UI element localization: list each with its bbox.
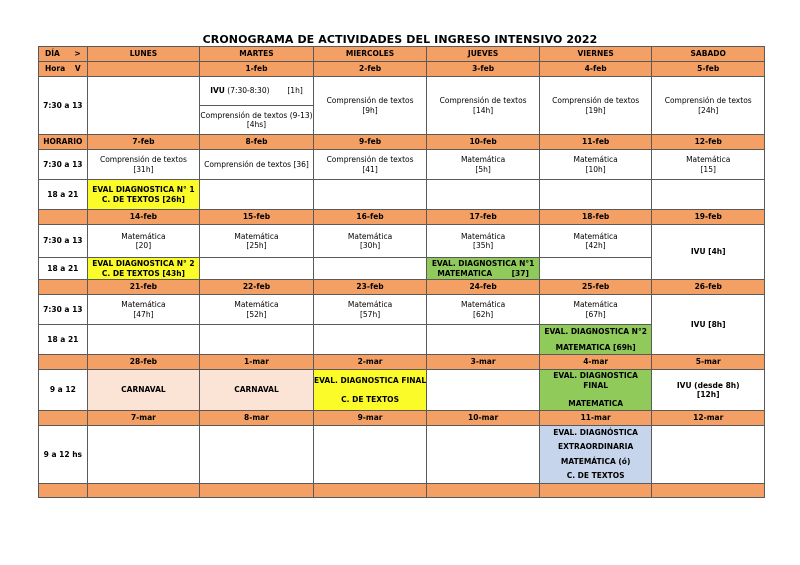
ivu-cell [200, 77, 314, 106]
activity-text: Matemática [573, 155, 618, 165]
week2-row-a [39, 150, 765, 180]
date-cell: 9-feb [313, 135, 427, 150]
eval-subtitle: C. DE TEXTOS [26h] [101, 195, 185, 204]
activity-cell [200, 106, 314, 135]
hora-arrow: V [74, 64, 81, 74]
ivu-hours: [12h] [696, 390, 720, 399]
week3-dates-row [39, 210, 765, 225]
date-cell: 16-feb [313, 210, 427, 225]
date-cell: 4-mar [539, 355, 652, 370]
week3-row-a [39, 225, 765, 258]
date-cell: 12-feb [652, 135, 765, 150]
date-cell: 4-feb [539, 62, 652, 77]
time-cell: 7:30 a 13 [39, 225, 88, 258]
activity-hours: [30h] [359, 241, 381, 250]
activity-text: Comprensión de textos [439, 96, 527, 106]
activity-cell [427, 150, 540, 180]
activity-text: Comprensión de textos [664, 96, 752, 106]
carnaval-cell: CARNAVAL [87, 370, 200, 411]
eval-line: C. DE TEXTOS [566, 470, 625, 480]
ivu-label: IVU [210, 86, 225, 96]
empty-date-cell [39, 484, 88, 498]
eval-cell [87, 180, 200, 210]
activity-cell [652, 150, 765, 180]
activity-text: Matemática [121, 300, 166, 310]
eval-line: MATEMÁTICA (ó) [560, 456, 631, 466]
empty-date-cell [652, 484, 765, 498]
eval-subtitle: MATEMATICA [568, 399, 624, 409]
day-header-jueves: JUEVES [427, 47, 540, 62]
activity-cell [313, 77, 427, 135]
eval-hours: [37] [511, 268, 529, 278]
date-cell: 28-feb [87, 355, 200, 370]
empty-date-cell [39, 355, 88, 370]
activity-text: Matemática [460, 155, 506, 165]
time-cell: 18 a 21 [39, 325, 88, 355]
empty-cell [652, 426, 765, 484]
date-cell: 15-feb [200, 210, 314, 225]
week2-row-b [39, 180, 765, 210]
activity-cell [652, 77, 765, 135]
week1-row-a [39, 77, 765, 106]
date-cell: 10-feb [427, 135, 540, 150]
activity-hours: [10h] [585, 164, 606, 174]
day-header-lunes: LUNES [87, 47, 200, 62]
week6-dates-row [39, 411, 765, 426]
date-cell: 10-mar [427, 411, 540, 426]
date-cell: 7-feb [87, 135, 200, 150]
empty-cell [200, 325, 314, 355]
activity-text: Matemática [460, 231, 506, 241]
activity-text: Comprensión de textos [326, 155, 414, 165]
activity-hours: [35h] [473, 241, 494, 250]
date-cell: 17-feb [427, 210, 540, 225]
day-header-sabado: SABADO [652, 47, 765, 62]
activity-cell [87, 295, 200, 325]
date-cell: 11-mar [539, 411, 652, 426]
eval-subtitle: C. DE TEXTOS [43h] [101, 268, 185, 278]
date-cell: 18-feb [539, 210, 652, 225]
ivu-text: IVU (desde 8h) [676, 380, 740, 390]
activity-hours: [47h] [133, 309, 154, 319]
dia-header [39, 47, 88, 62]
empty-cell [87, 77, 200, 135]
date-cell: 2-feb [313, 62, 427, 77]
activity-text: Matemática [234, 300, 279, 310]
activity-cell [313, 295, 427, 325]
eval-subtitle: MATEMATICA [437, 268, 493, 278]
activity-text: Comprensión de textos [326, 96, 414, 106]
date-cell: 1-feb [200, 62, 314, 77]
date-cell: 8-feb [200, 135, 314, 150]
carnaval-cell: CARNAVAL [200, 370, 314, 411]
activity-hours: [5h] [475, 164, 491, 174]
empty-date-cell [539, 484, 652, 498]
activity-hours: [67h] [585, 309, 606, 319]
activity-hours: [4hs] [246, 120, 267, 129]
time-cell: 9 a 12 hs [39, 426, 88, 484]
day-header-miercoles: MIERCOLES [313, 47, 427, 62]
activity-hours: [57h] [359, 309, 381, 319]
ivu-cell [652, 370, 765, 411]
empty-cell [539, 180, 652, 210]
activity-text: Matemática [234, 231, 279, 241]
time-cell: 9 a 12 [39, 370, 88, 411]
date-cell: 9-mar [313, 411, 427, 426]
empty-cell [313, 325, 427, 355]
activity-hours: [19h] [585, 105, 606, 115]
date-cell: 19-feb [652, 210, 765, 225]
horario-header: HORARIO [39, 135, 88, 150]
eval-subtitle: MATEMATICA [69h] [555, 342, 636, 352]
activity-text: Matemática [347, 231, 393, 241]
activity-cell [539, 150, 652, 180]
activity-cell [539, 225, 652, 258]
activity-hours: [15] [700, 164, 716, 174]
week1-dates-row [39, 62, 765, 77]
eval-cell [539, 370, 652, 411]
header-days-row [39, 47, 765, 62]
empty-cell [539, 258, 652, 280]
date-cell: 5-mar [652, 355, 765, 370]
activity-cell [427, 77, 540, 135]
eval-title: EVAL. DIAGNÓSTICA [553, 428, 638, 437]
activity-cell [427, 295, 540, 325]
activity-hours: [52h] [246, 309, 267, 319]
empty-cell [87, 426, 200, 484]
schedule-table [38, 46, 765, 498]
empty-cell [427, 370, 540, 411]
week5-dates-row [39, 355, 765, 370]
eval-cell [539, 426, 652, 484]
date-cell: 23-feb [313, 280, 427, 295]
hora-header [39, 62, 88, 77]
empty-cell [313, 258, 427, 280]
activity-cell [87, 225, 200, 258]
eval-title: EVAL DIAGNOSTICA N° 1 [92, 184, 195, 194]
time-cell: 7:30 a 13 [39, 150, 88, 180]
dia-arrow: > [74, 49, 81, 59]
activity-hours: [14h] [473, 105, 494, 115]
activity-text: Matemática [121, 231, 166, 241]
date-cell: 1-mar [200, 355, 314, 370]
empty-date-cell [87, 62, 200, 77]
date-cell: 3-mar [427, 355, 540, 370]
activity-hours: [24h] [698, 105, 719, 115]
empty-cell [313, 426, 427, 484]
week2-dates-row [39, 135, 765, 150]
empty-date-cell [200, 484, 314, 498]
activity-cell [427, 225, 540, 258]
activity-text: Comprensión de textos [99, 155, 187, 165]
time-cell: 18 a 21 [39, 258, 88, 280]
activity-hours: [62h] [473, 309, 494, 319]
time-cell: 18 a 21 [39, 180, 88, 210]
week4-dates-row [39, 280, 765, 295]
empty-cell [200, 258, 314, 280]
eval-title: EVAL. DIAGNOSTICA N°2 [544, 327, 647, 337]
activity-cell [313, 150, 427, 180]
empty-date-cell [313, 484, 427, 498]
eval-title: EVAL. DIAGNOSTICA FINAL [553, 371, 638, 390]
activity-hours: [9h] [362, 105, 378, 115]
activity-text: Matemática [460, 300, 506, 310]
date-cell: 21-feb [87, 280, 200, 295]
week5-row [39, 370, 765, 411]
date-cell: 26-feb [652, 280, 765, 295]
date-cell: 8-mar [200, 411, 314, 426]
time-cell: 7:30 a 13 [39, 77, 88, 135]
ivu-cell: IVU [8h] [652, 295, 765, 355]
time-cell: 7:30 a 13 [39, 295, 88, 325]
footer-row [39, 484, 765, 498]
eval-subtitle: C. DE TEXTOS [341, 394, 399, 404]
date-cell: 7-mar [87, 411, 200, 426]
date-cell: 25-feb [539, 280, 652, 295]
activity-text: Matemática [573, 300, 618, 310]
empty-cell [200, 426, 314, 484]
empty-date-cell [427, 484, 540, 498]
eval-cell [87, 258, 200, 280]
date-cell: 2-mar [313, 355, 427, 370]
empty-cell [427, 426, 540, 484]
date-cell: 11-feb [539, 135, 652, 150]
ivu-time: (7:30-8:30) [227, 86, 270, 96]
activity-cell [313, 225, 427, 258]
activity-cell [200, 295, 314, 325]
activity-text: Matemática [347, 300, 393, 310]
eval-cell [313, 370, 427, 411]
activity-hours: [31h] [133, 164, 154, 174]
empty-cell [313, 180, 427, 210]
activity-cell [539, 77, 652, 135]
hora-label: Hora [45, 64, 66, 74]
date-cell: 3-feb [427, 62, 540, 77]
empty-cell [200, 180, 314, 210]
eval-title: EVAL. DIAGNOSTICA N°1 [431, 259, 535, 269]
date-cell: 14-feb [87, 210, 200, 225]
empty-cell [87, 325, 200, 355]
activity-text: Comprensión de textos (9-13) [200, 110, 313, 120]
date-cell: 12-mar [652, 411, 765, 426]
activity-cell [539, 295, 652, 325]
week6-row [39, 426, 765, 484]
eval-title: EVAL DIAGNOSTICA N° 2 [92, 259, 195, 269]
date-cell: 22-feb [200, 280, 314, 295]
eval-cell [539, 325, 652, 355]
activity-cell [200, 225, 314, 258]
ivu-hours: [1h] [287, 86, 303, 96]
date-cell: 24-feb [427, 280, 540, 295]
empty-cell [427, 325, 540, 355]
eval-title: EVAL. DIAGNOSTICA FINAL [314, 376, 427, 386]
empty-date-cell [39, 411, 88, 426]
activity-cell [87, 150, 200, 180]
day-header-viernes: VIERNES [539, 47, 652, 62]
activity-text: Comprensión de textos [552, 96, 640, 106]
activity-hours: [42h] [585, 241, 606, 250]
activity-cell: Comprensión de textos [36] [200, 150, 314, 180]
page-title: CRONOGRAMA DE ACTIVIDADES DEL INGRESO INTENSIVO 2022 [202, 33, 598, 46]
eval-cell [427, 258, 540, 280]
date-cell: 5-feb [652, 62, 765, 77]
activity-text: Matemática [573, 231, 618, 241]
activity-hours: [25h] [246, 241, 267, 250]
eval-line: EXTRAORDINARIA [558, 442, 634, 452]
empty-cell [652, 180, 765, 210]
empty-date-cell [39, 210, 88, 225]
activity-text: Matemática [686, 155, 731, 165]
activity-hours: [20] [135, 241, 152, 250]
dia-label: DÍA [45, 49, 60, 59]
activity-hours: [41] [362, 164, 378, 174]
empty-cell [427, 180, 540, 210]
day-header-martes: MARTES [200, 47, 314, 62]
empty-date-cell [39, 280, 88, 295]
empty-date-cell [87, 484, 200, 498]
ivu-cell: IVU [4h] [652, 225, 765, 280]
week4-row-a [39, 295, 765, 325]
